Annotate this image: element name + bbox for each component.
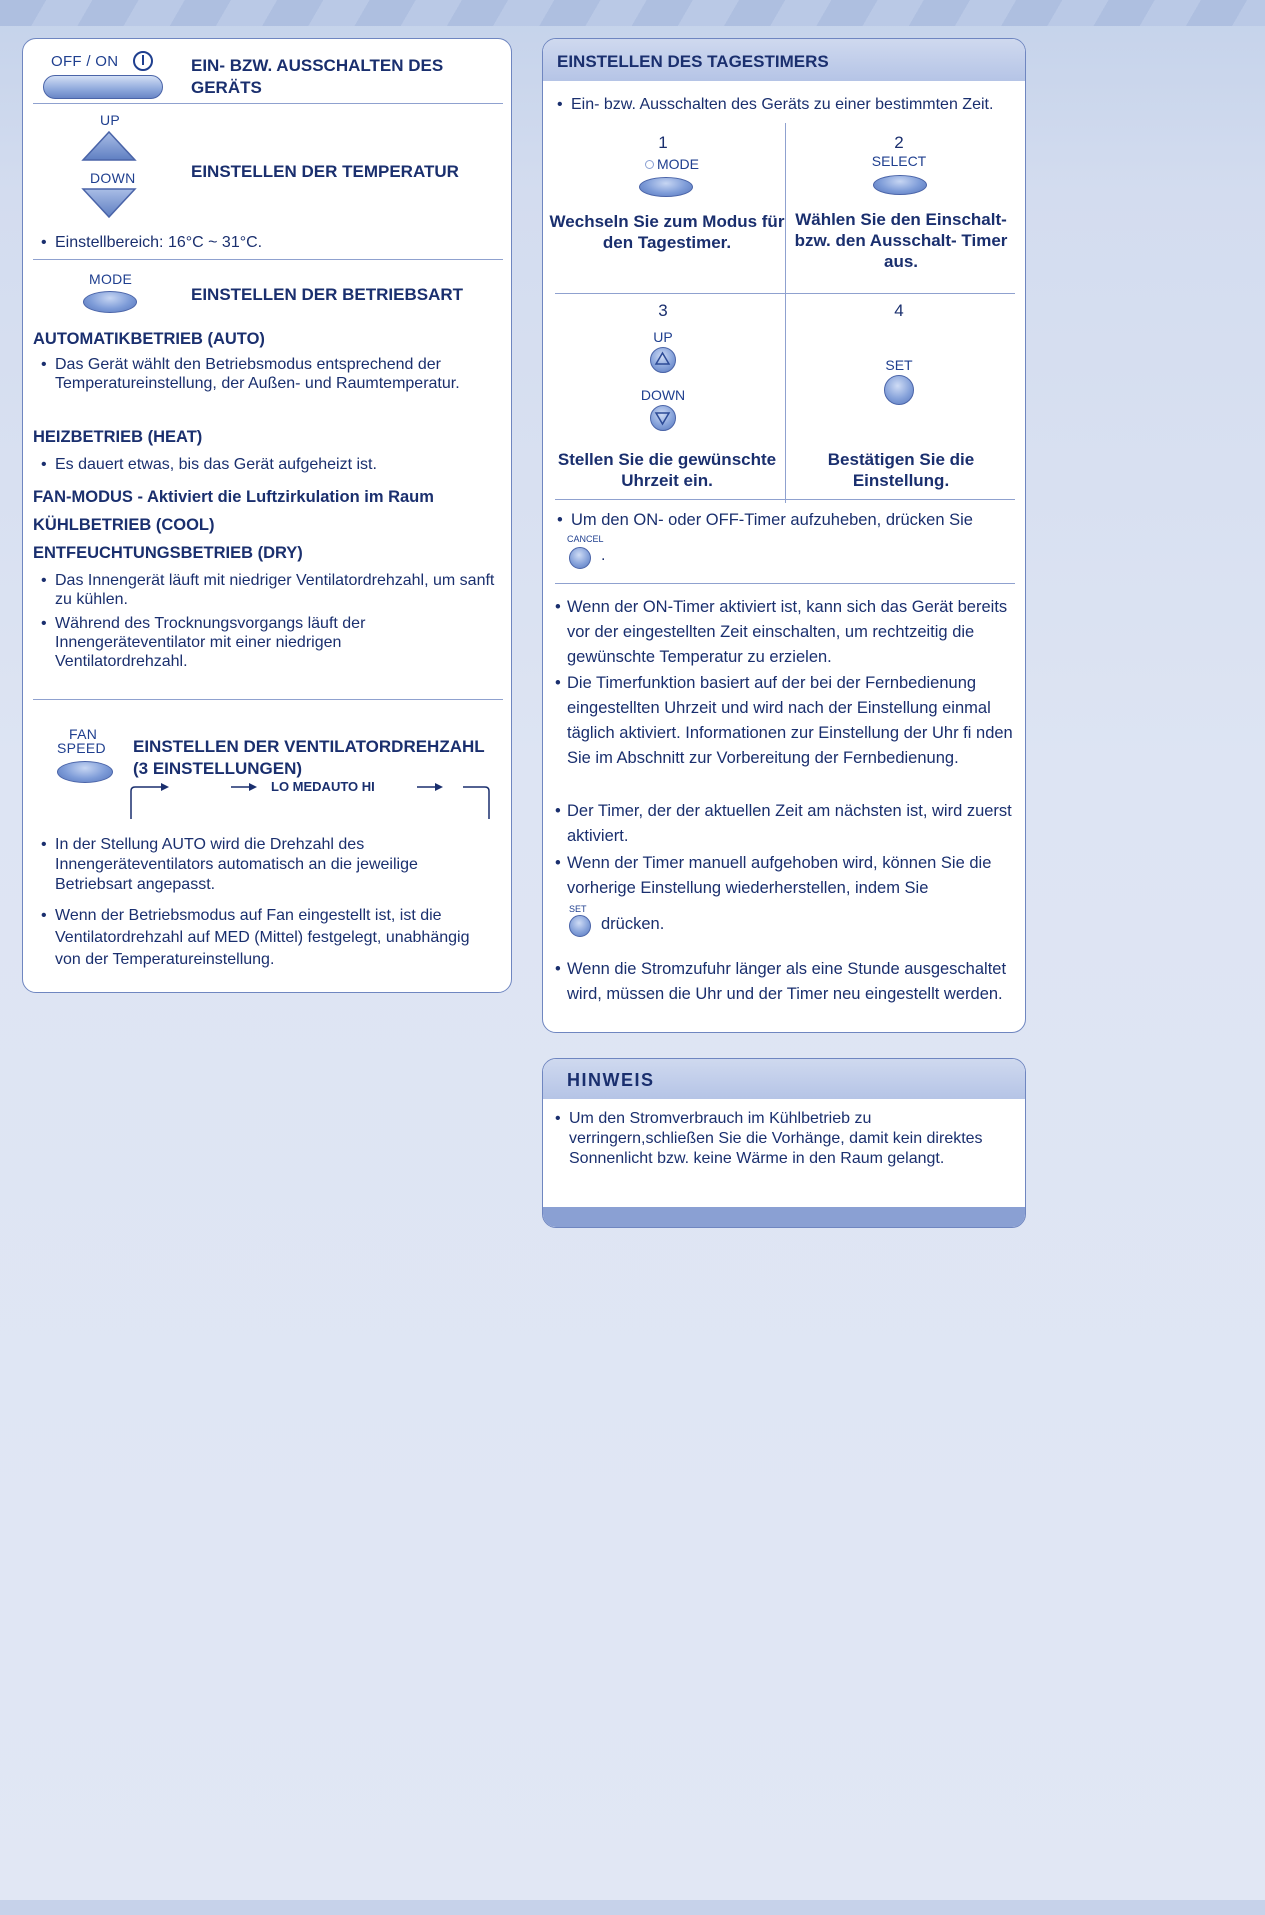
divider bbox=[555, 583, 1015, 584]
fan-speed-heading: EINSTELLEN DER VENTILATORDREHZAHL (3 EINSTELLUNGEN) bbox=[133, 737, 485, 778]
step-3-down-button[interactable] bbox=[650, 405, 676, 431]
daily-timer-panel bbox=[542, 38, 1026, 1033]
step-3-up-label: UP bbox=[653, 329, 673, 345]
power-heading: EIN- BZW. AUSSCHALTEN DES GERÄTS bbox=[191, 56, 444, 97]
auto-mode-text: • Das Gerät wählt den Betriebsmodus entsprechend der Temperatureinstellung, der Außen- und Raumtemperatur. bbox=[55, 355, 475, 393]
divider bbox=[33, 259, 503, 260]
step-4-set-button[interactable] bbox=[884, 375, 914, 405]
grid-divider bbox=[555, 293, 1015, 294]
fan-speed-text-2: • Wenn der Betriebsmodus auf Fan eingestellt ist, ist die Ventilatordrehzahl auf MED (Mittel) festgelegt, unabhängig von der Temperatureinstellung. bbox=[55, 905, 495, 971]
step-1-number: 1 bbox=[658, 133, 668, 152]
timer-note-1: • Wenn der ON-Timer aktiviert ist, kann sich das Gerät bereits vor der eingestellten Zeit einschalten, um rechtzeitig die gewünschte Temperatur zu erzielen. bbox=[567, 595, 1017, 670]
auto-mode-title: AUTOMATIKBETRIEB (AUTO) bbox=[33, 330, 265, 348]
step-3-number: 3 bbox=[658, 301, 668, 320]
up-button-label: UP bbox=[100, 112, 121, 128]
step-1-mode-button[interactable] bbox=[639, 177, 693, 197]
set-button-inline[interactable] bbox=[569, 915, 591, 937]
dry-mode-text-1: • Das Innengerät läuft mit niedriger Ventilatordrehzahl, um sanft zu kühlen. bbox=[55, 571, 505, 609]
note-text: • Um den Stromverbrauch im Kühlbetrieb zu verringern,schließen Sie die Vorhänge, damit kein direktes Sonnenlicht bzw. keine Wärme in den Raum gelangt. bbox=[569, 1109, 1009, 1169]
divider bbox=[33, 103, 503, 104]
power-button[interactable] bbox=[43, 75, 163, 99]
dry-mode-text-2: • Während des Trocknungsvorgangs läuft der Innengeräteventilator mit einer niedrigen Ventilatordrehzahl. bbox=[55, 614, 475, 671]
set-button-label: SET bbox=[569, 904, 587, 914]
step-1-button-label: MODE bbox=[657, 156, 699, 172]
step-3-down-label: DOWN bbox=[640, 387, 686, 403]
mode-button[interactable] bbox=[83, 291, 137, 313]
cancel-instruction: • Um den ON- oder OFF-Timer aufzuheben, drücken Sie bbox=[571, 511, 1021, 530]
heat-mode-title: HEIZBETRIEB (HEAT) bbox=[33, 428, 203, 446]
temperature-heading: EINSTELLEN DER TEMPERATUR bbox=[191, 162, 459, 181]
fan-speed-button[interactable] bbox=[57, 761, 113, 783]
mode-button-label: MODE bbox=[89, 271, 133, 287]
step-4-number: 4 bbox=[894, 301, 904, 320]
fan-speed-text-1: • In der Stellung AUTO wird die Drehzahl des Innengeräteventilators automatisch an die jeweilige Betriebsart angepasst. bbox=[55, 835, 475, 895]
timer-note-4: • Wenn der Timer manuell aufgehoben wird, können Sie die vorherige Einstellung wiederherstellen, indem Sie bbox=[567, 851, 1017, 901]
timer-note-4-end: drücken. bbox=[601, 915, 665, 933]
step-4-button-label: SET bbox=[885, 357, 913, 373]
step-2-number: 2 bbox=[894, 133, 904, 152]
note-panel bbox=[542, 1058, 1026, 1228]
temperature-range-text: • Einstellbereich: 16°C ~ 31°C. bbox=[55, 233, 262, 252]
power-button-label: OFF / ON bbox=[51, 53, 119, 70]
step-3-up-button[interactable] bbox=[650, 347, 676, 373]
fan-speed-label-line1: FAN bbox=[69, 726, 98, 742]
timer-title: EINSTELLEN DES TAGESTIMERS bbox=[557, 52, 829, 71]
grid-divider bbox=[555, 499, 1015, 500]
left-instructions-panel bbox=[22, 38, 512, 993]
fan-mode-title: FAN-MODUS - Aktiviert die Luftzirkulation im Raum bbox=[33, 488, 434, 506]
top-decor-band bbox=[0, 0, 1265, 26]
timer-note-5: • Wenn die Stromzufuhr länger als eine Stunde ausgeschaltet wird, müssen die Uhr und der Timer neu eingestellt werden. bbox=[567, 957, 1017, 1007]
cancel-button[interactable] bbox=[569, 547, 591, 569]
mode-heading: EINSTELLEN DER BETRIEBSART bbox=[191, 285, 464, 304]
heat-mode-text: • Es dauert etwas, bis das Gerät aufgeheizt ist. bbox=[55, 455, 485, 474]
mode-dot-icon bbox=[645, 160, 654, 169]
down-arrow-button[interactable] bbox=[81, 187, 137, 219]
step-4-caption: Bestätigen Sie die Einstellung. bbox=[827, 450, 975, 490]
note-footer-bar bbox=[543, 1207, 1026, 1228]
grid-divider bbox=[785, 303, 786, 503]
cancel-button-label: CANCEL bbox=[567, 534, 604, 544]
step-3-caption: Stellen Sie die gewünschte Uhrzeit ein. bbox=[557, 450, 777, 490]
step-1-caption: Wechseln Sie zum Modus für den Tagestimer. bbox=[549, 212, 785, 252]
divider bbox=[33, 699, 503, 700]
step-2-button-label: SELECT bbox=[871, 153, 927, 169]
step-2-caption: Wählen Sie den Einschalt-bzw. den Ausschalt- Timer aus. bbox=[794, 210, 1008, 271]
fan-cycle-text: LO MEDAUTO HI bbox=[271, 779, 375, 794]
timer-intro: • Ein- bzw. Ausschalten des Geräts zu einer bestimmten Zeit. bbox=[571, 95, 1021, 114]
step-2-select-button[interactable] bbox=[873, 175, 927, 195]
down-button-label: DOWN bbox=[90, 170, 136, 186]
cancel-period: . bbox=[601, 547, 606, 564]
timer-note-2: • Die Timerfunktion basiert auf der bei der Fernbedienung eingestellten Uhrzeit und wird nach der Einstellung einmal täglich aktiviert. Informationen zur Einstellung der Uhr ﬁ nden Sie im Abschnitt zur Vorbereitung der Fernbedienung. bbox=[567, 671, 1017, 771]
timer-note-3: • Der Timer, der der aktuellen Zeit am nächsten ist, wird zuerst aktiviert. bbox=[567, 799, 1017, 849]
grid-divider bbox=[785, 123, 786, 303]
up-arrow-button[interactable] bbox=[81, 130, 137, 162]
dry-mode-title: ENTFEUCHTUNGSBETRIEB (DRY) bbox=[33, 544, 303, 562]
power-icon bbox=[133, 51, 153, 71]
bottom-decor-line bbox=[0, 1900, 1265, 1915]
note-title: HINWEIS bbox=[567, 1070, 655, 1090]
cool-mode-title: KÜHLBETRIEB (COOL) bbox=[33, 516, 215, 534]
fan-speed-label-line2: SPEED bbox=[57, 740, 106, 756]
